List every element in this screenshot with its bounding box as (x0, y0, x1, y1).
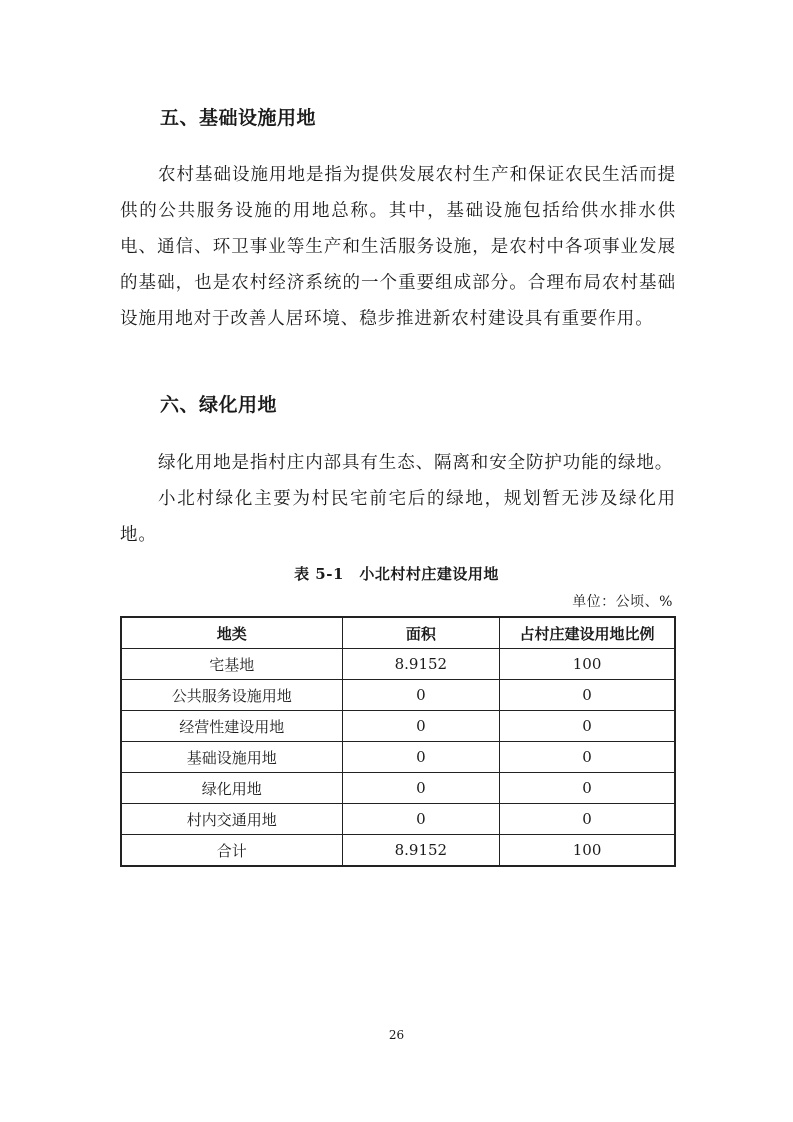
cell-type: 基础设施用地 (121, 742, 342, 773)
cell-area: 0 (342, 680, 500, 711)
table-row (121, 711, 675, 742)
table-header-row (121, 617, 675, 649)
table-unit: 单位：公顷、% (572, 594, 673, 610)
cell-type: 宅基地 (121, 649, 342, 680)
cell-ratio: 0 (500, 773, 675, 804)
table-total-row (121, 835, 675, 867)
cell-area: 8.9152 (342, 649, 500, 680)
table-row (121, 804, 675, 835)
cell-ratio: 100 (500, 649, 675, 680)
table-row (121, 649, 675, 680)
cell-ratio: 0 (500, 742, 675, 773)
page-number: 26 (388, 1028, 405, 1042)
table-row (121, 680, 675, 711)
cell-ratio: 0 (500, 680, 675, 711)
cell-area: 0 (342, 711, 500, 742)
cell-area: 0 (342, 773, 500, 804)
cell-area: 0 (342, 804, 500, 835)
cell-type: 村内交通用地 (121, 804, 342, 835)
cell-ratio: 100 (500, 835, 675, 867)
cell-ratio: 0 (500, 711, 675, 742)
cell-type: 经营性建设用地 (121, 711, 342, 742)
section-heading-greening: 六、绿化用地 (160, 394, 278, 416)
table-caption: 表 5-1 小北村村庄建设用地 (294, 565, 499, 583)
column-header-type: 地类 (121, 617, 342, 649)
paragraph-greening-definition: 绿化用地是指村庄内部具有生态、隔离和安全防护功能的绿地。 (158, 453, 674, 473)
cell-area: 8.9152 (342, 835, 500, 867)
cell-area: 0 (342, 742, 500, 773)
cell-type: 绿化用地 (121, 773, 342, 804)
table-row (121, 773, 675, 804)
paragraph-infrastructure: 农村基础设施用地是指为提供发展农村生产和保证农民生活而提供的公共服务设施的用地总称。其中，基础设施包括给供水排水供电、通信、环卫事业等生产和生活服务设施，是农村中各项事业发展的基础，也是农村经济系统的一个重要组成部分。合理布局农村基础设施用地对于改善人居环境、稳步推进新农村建设具有重要作用。 (120, 165, 676, 329)
table-row (121, 742, 675, 773)
cell-type: 公共服务设施用地 (121, 680, 342, 711)
cell-type: 合计 (121, 835, 342, 867)
column-header-area: 面积 (342, 617, 500, 649)
cell-ratio: 0 (500, 804, 675, 835)
column-header-ratio: 占村庄建设用地比例 (500, 617, 675, 649)
land-use-table (120, 616, 676, 867)
paragraph-greening-plan: 小北村绿化主要为村民宅前宅后的绿地，规划暂无涉及绿化用地。 (120, 489, 676, 545)
section-heading-infrastructure: 五、基础设施用地 (160, 107, 317, 129)
